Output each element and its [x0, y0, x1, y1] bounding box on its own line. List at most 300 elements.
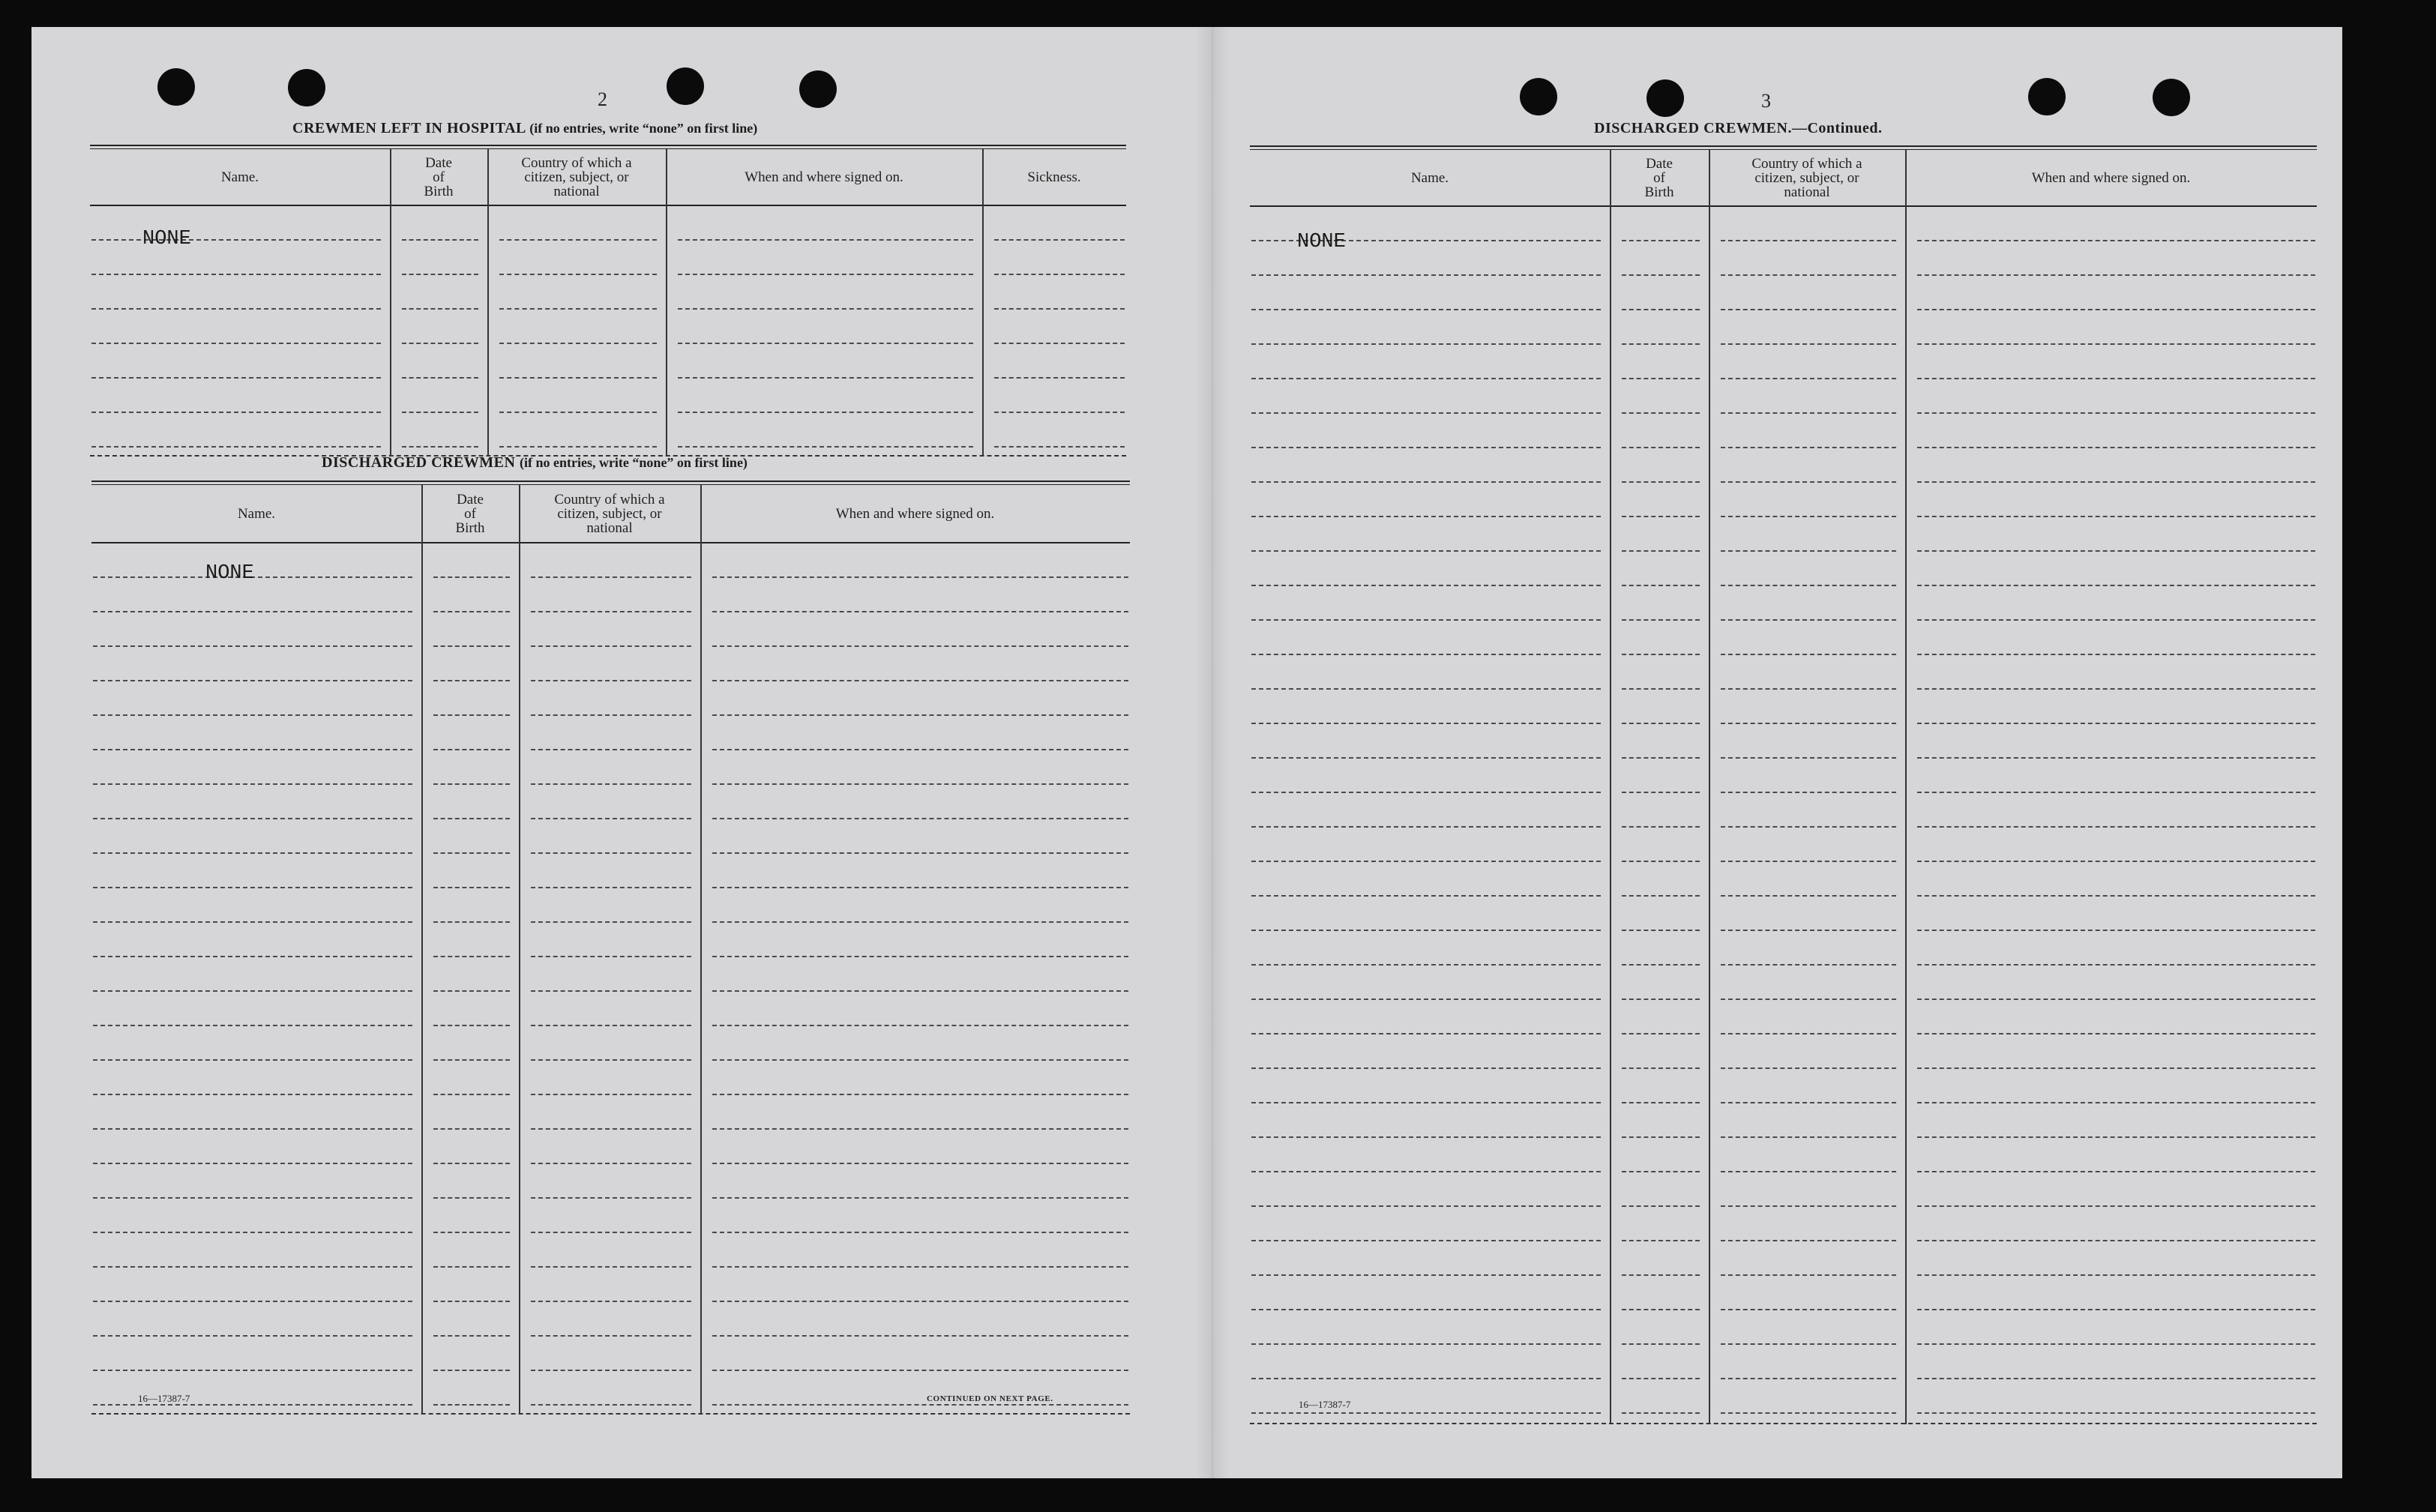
column-rule: [982, 149, 984, 457]
header-rule: [91, 542, 1130, 543]
entry-line: [1917, 1274, 2315, 1276]
entry-line: [1721, 964, 1896, 966]
entry-line: [712, 645, 1128, 647]
entry-line: [1251, 1274, 1601, 1276]
form-code-left: 16—17387-7: [138, 1393, 190, 1404]
entry-line: [1251, 861, 1601, 862]
entry-line: [678, 446, 973, 448]
entry-line: [93, 783, 412, 785]
entry-line: [1721, 688, 1896, 690]
entry-line: [531, 749, 691, 750]
column-header: Country of which a citizen, subject, or national: [554, 491, 665, 536]
entry-line: [1622, 516, 1700, 517]
entry-line: [93, 1370, 412, 1371]
entry-line: [402, 446, 478, 448]
entry-line: [91, 446, 381, 448]
column-header: Date of Birth: [455, 491, 485, 536]
entry-line: [994, 343, 1125, 344]
entry-line: [1251, 516, 1601, 517]
column-header: Date of Birth: [424, 154, 454, 199]
table-bottom-rule: [91, 1413, 1130, 1415]
entry-line: [531, 1335, 691, 1337]
column-header: Date of Birth: [1644, 155, 1674, 200]
entry-line: [402, 377, 478, 379]
entry-line: [433, 1163, 510, 1164]
entry-line: [531, 1163, 691, 1164]
entry-line: [1251, 999, 1601, 1000]
entry-line: [433, 1232, 510, 1233]
entry-line: [1917, 654, 2315, 655]
entry-line: [1721, 309, 1896, 310]
entry-line: [712, 818, 1128, 819]
column-header: When and where signed on.: [2031, 169, 2191, 186]
entry-line: [1251, 1412, 1601, 1414]
entry-line: [712, 1404, 1128, 1406]
entry-line: [93, 1232, 412, 1233]
entry-line: [994, 239, 1125, 241]
page-number-right: 3: [1761, 90, 1771, 112]
entry-line: [1251, 378, 1601, 379]
entry-line: [1721, 1067, 1896, 1069]
entry-line: [994, 412, 1125, 413]
entry-line: [1721, 723, 1896, 724]
entry-line: [93, 1266, 412, 1268]
entry-line: [1917, 378, 2315, 379]
entry-line: [1622, 1412, 1700, 1414]
entry-line: [433, 1370, 510, 1371]
entry-line: [402, 412, 478, 413]
entry-line: [433, 1094, 510, 1095]
entry-line: [712, 611, 1128, 612]
column-header: Name.: [237, 505, 276, 522]
entry-line: [433, 680, 510, 681]
entry-line: [1721, 1309, 1896, 1310]
entry-line: [1251, 964, 1601, 966]
entry-line: [1622, 930, 1700, 931]
column-rule: [1709, 150, 1710, 1424]
entry-line: [1721, 412, 1896, 414]
entry-line: [1917, 826, 2315, 828]
entry-line: [531, 921, 691, 923]
entry-line: [1622, 1378, 1700, 1379]
entry-line: [433, 1197, 510, 1199]
entry-line: [91, 343, 381, 344]
page-number-left: 2: [598, 88, 607, 110]
entry-line: [93, 852, 412, 854]
entry-line: [1622, 447, 1700, 448]
entry-line: [1622, 688, 1700, 690]
entry-line: [1721, 1240, 1896, 1241]
entry-line: [1917, 1309, 2315, 1310]
entry-line: [1251, 930, 1601, 931]
entry-line: [1917, 447, 2315, 448]
entry-line: [712, 1094, 1128, 1095]
entry-line: [1622, 274, 1700, 276]
column-rule: [421, 485, 423, 1415]
entry-line: [93, 1128, 412, 1130]
entry-line: [402, 239, 478, 241]
punch-hole: [1646, 79, 1684, 117]
entry-line: [1622, 861, 1700, 862]
entry-line: [499, 274, 657, 275]
entry-line: [1622, 1033, 1700, 1034]
entry-line: [531, 852, 691, 854]
entry-line: [433, 990, 510, 992]
entry-line: [433, 714, 510, 716]
entry-line: [678, 308, 973, 310]
entry-line: [433, 611, 510, 612]
entry-line: [712, 921, 1128, 923]
discharged-title: DISCHARGED CREWMEN: [322, 454, 516, 471]
entry-line: [531, 645, 691, 647]
column-rule: [519, 485, 520, 1415]
column-header: When and where signed on.: [835, 505, 995, 522]
entry-line: [93, 714, 412, 716]
column-header: When and where signed on.: [745, 169, 903, 185]
manifest-sheet: [31, 27, 2342, 1478]
entry-line: [531, 1232, 691, 1233]
column-rule: [390, 149, 391, 457]
entry-line: [1251, 1378, 1601, 1379]
column-rule: [666, 149, 667, 457]
entry-line: [712, 1266, 1128, 1268]
entry-line: [1917, 930, 2315, 931]
entry-line: [93, 680, 412, 681]
entry-line: [1917, 585, 2315, 586]
entry-line: [1622, 619, 1700, 621]
entry-line: [994, 308, 1125, 310]
entry-line: [433, 1335, 510, 1337]
entry-line: [499, 412, 657, 413]
entry-line: [1917, 1412, 2315, 1414]
entry-line: [1721, 1205, 1896, 1207]
entry-line: [1622, 1205, 1700, 1207]
entry-line: [1721, 1102, 1896, 1103]
entry-line: [402, 308, 478, 310]
punch-hole: [2028, 78, 2066, 115]
entry-line: [93, 956, 412, 957]
entry-line: [93, 1301, 412, 1302]
entry-line: [1251, 1205, 1601, 1207]
entry-line: [1622, 343, 1700, 345]
entry-line: [1622, 792, 1700, 793]
entry-line: [1251, 1067, 1601, 1069]
entry-line: [1622, 412, 1700, 414]
punch-hole: [1520, 78, 1557, 115]
entry-line: [1917, 861, 2315, 862]
entry-line: [433, 921, 510, 923]
punch-hole: [2153, 79, 2190, 116]
entry-line: [994, 377, 1125, 379]
entry-line: [1917, 1067, 2315, 1069]
continued-note: CONTINUED ON NEXT PAGE.: [927, 1394, 1053, 1403]
header-rule: [1250, 205, 2317, 207]
entry-line: [93, 645, 412, 647]
entry-line: [1622, 1240, 1700, 1241]
entry-line: [1721, 930, 1896, 931]
entry-line: [712, 576, 1128, 578]
entry-line: [93, 1335, 412, 1337]
entry-line: [1622, 1067, 1700, 1069]
entry-line: [1721, 1343, 1896, 1345]
entry-line: [1622, 585, 1700, 586]
entry-line: [531, 1404, 691, 1406]
entry-line: [433, 1025, 510, 1026]
entry-line: [1917, 757, 2315, 759]
entry-line: [1917, 999, 2315, 1000]
entry-line: [1721, 1378, 1896, 1379]
entry-line: [1917, 1033, 2315, 1034]
entry-line: [712, 783, 1128, 785]
entry-line: [93, 921, 412, 923]
entry-line: [712, 887, 1128, 888]
entry-line: [1622, 964, 1700, 966]
column-header: Sickness.: [1027, 169, 1081, 185]
discharged-first-entry: NONE: [205, 562, 254, 585]
entry-line: [712, 1197, 1128, 1199]
discharged-section-title: [322, 454, 748, 472]
entry-line: [499, 377, 657, 379]
column-rule: [1905, 150, 1907, 1424]
entry-line: [499, 308, 657, 310]
entry-line: [1917, 792, 2315, 793]
entry-line: [712, 1301, 1128, 1302]
entry-line: [994, 446, 1125, 448]
entry-line: [1251, 1171, 1601, 1172]
entry-line: [1251, 1309, 1601, 1310]
entry-line: [1251, 1343, 1601, 1345]
entry-line: [433, 1404, 510, 1406]
entry-line: [433, 1059, 510, 1061]
entry-line: [531, 783, 691, 785]
entry-line: [433, 1128, 510, 1130]
discharged-title-note: (if no entries, write “none” on first line): [519, 455, 748, 470]
entry-line: [531, 680, 691, 681]
entry-line: [1251, 309, 1601, 310]
entry-line: [1721, 585, 1896, 586]
entry-line: [712, 956, 1128, 957]
entry-line: [712, 1370, 1128, 1371]
entry-line: [1622, 550, 1700, 552]
entry-line: [531, 611, 691, 612]
entry-line: [1622, 309, 1700, 310]
page-fold: [1195, 27, 1230, 1478]
entry-line: [1251, 723, 1601, 724]
entry-line: [678, 343, 973, 344]
entry-line: [1251, 343, 1601, 345]
punch-hole: [288, 69, 325, 106]
entry-line: [1721, 1412, 1896, 1414]
entry-line: [1251, 1102, 1601, 1103]
punch-hole: [157, 68, 195, 106]
entry-line: [712, 749, 1128, 750]
entry-line: [1721, 550, 1896, 552]
punch-hole: [667, 67, 704, 105]
entry-line: [433, 645, 510, 647]
hospital-table: [90, 145, 1126, 460]
entry-line: [433, 818, 510, 819]
entry-line: [433, 887, 510, 888]
entry-line: [1917, 619, 2315, 621]
entry-line: [1622, 654, 1700, 655]
entry-line: [1622, 1343, 1700, 1345]
entry-line: [678, 377, 973, 379]
entry-line: [1917, 481, 2315, 483]
entry-line: [93, 749, 412, 750]
entry-line: [678, 239, 973, 241]
entry-line: [531, 887, 691, 888]
entry-line: [712, 1128, 1128, 1130]
entry-line: [1917, 1171, 2315, 1172]
column-rule: [487, 149, 489, 457]
hospital-first-entry: NONE: [142, 228, 191, 250]
entry-line: [1251, 447, 1601, 448]
entry-line: [1251, 585, 1601, 586]
entry-line: [1251, 274, 1601, 276]
entry-line: [1917, 1240, 2315, 1241]
entry-line: [1251, 550, 1601, 552]
entry-line: [1622, 757, 1700, 759]
entry-line: [1917, 550, 2315, 552]
entry-line: [1251, 792, 1601, 793]
entry-line: [531, 1197, 691, 1199]
entry-line: [1251, 895, 1601, 897]
entry-line: [93, 818, 412, 819]
entry-line: [93, 990, 412, 992]
entry-line: [1917, 309, 2315, 310]
entry-line: [531, 1266, 691, 1268]
entry-line: [91, 239, 381, 241]
entry-line: [1917, 1343, 2315, 1345]
entry-line: [499, 343, 657, 344]
entry-line: [678, 274, 973, 275]
entry-line: [1721, 999, 1896, 1000]
entry-line: [1622, 723, 1700, 724]
entry-line: [994, 274, 1125, 275]
entry-line: [1721, 343, 1896, 345]
entry-line: [1917, 723, 2315, 724]
entry-line: [1721, 895, 1896, 897]
entry-line: [1622, 1136, 1700, 1138]
entry-line: [1917, 1136, 2315, 1138]
entry-line: [1622, 1309, 1700, 1310]
entry-line: [1251, 1240, 1601, 1241]
column-rule: [1610, 150, 1611, 1424]
entry-line: [433, 576, 510, 578]
entry-line: [402, 343, 478, 344]
entry-line: [1917, 964, 2315, 966]
entry-line: [402, 274, 478, 275]
entry-line: [531, 1094, 691, 1095]
entry-line: [91, 274, 381, 275]
entry-line: [1721, 1033, 1896, 1034]
entry-line: [499, 446, 657, 448]
entry-line: [712, 714, 1128, 716]
entry-line: [1721, 861, 1896, 862]
entry-line: [1622, 826, 1700, 828]
entry-line: [1622, 1171, 1700, 1172]
entry-line: [91, 308, 381, 310]
entry-line: [1721, 240, 1896, 241]
entry-line: [1251, 619, 1601, 621]
entry-line: [93, 1094, 412, 1095]
entry-line: [433, 956, 510, 957]
entry-line: [93, 611, 412, 612]
entry-line: [531, 1301, 691, 1302]
column-rule: [700, 485, 702, 1415]
entry-line: [1917, 412, 2315, 414]
entry-line: [93, 887, 412, 888]
entry-line: [93, 1163, 412, 1164]
discharged-table: [91, 481, 1130, 1418]
entry-line: [678, 412, 973, 413]
form-code-right: 16—17387-7: [1299, 1399, 1351, 1410]
entry-line: [531, 818, 691, 819]
entry-line: [91, 412, 381, 413]
entry-line: [1721, 378, 1896, 379]
entry-line: [1917, 688, 2315, 690]
entry-line: [1622, 481, 1700, 483]
entry-line: [1251, 826, 1601, 828]
entry-line: [1251, 1033, 1601, 1034]
entry-line: [531, 1059, 691, 1061]
entry-line: [433, 783, 510, 785]
entry-line: [531, 714, 691, 716]
entry-line: [1721, 826, 1896, 828]
entry-line: [712, 852, 1128, 854]
entry-line: [531, 1025, 691, 1026]
punch-hole: [799, 70, 837, 108]
entry-line: [1721, 447, 1896, 448]
entry-line: [1721, 274, 1896, 276]
entry-line: [1917, 895, 2315, 897]
entry-line: [712, 1232, 1128, 1233]
entry-line: [1721, 1171, 1896, 1172]
entry-line: [1917, 343, 2315, 345]
entry-line: [1917, 1102, 2315, 1103]
entry-line: [1251, 688, 1601, 690]
hospital-title-note: (if no entries, write “none” on first line): [529, 121, 758, 136]
entry-line: [531, 576, 691, 578]
entry-line: [712, 1335, 1128, 1337]
entry-line: [433, 1301, 510, 1302]
table-bottom-rule: [1250, 1423, 2317, 1424]
entry-line: [712, 1025, 1128, 1026]
entry-line: [93, 1197, 412, 1199]
entry-line: [712, 680, 1128, 681]
entry-line: [433, 749, 510, 750]
entry-line: [1917, 516, 2315, 517]
entry-line: [1721, 516, 1896, 517]
entry-line: [1721, 1136, 1896, 1138]
entry-line: [1721, 619, 1896, 621]
entry-line: [531, 1370, 691, 1371]
entry-line: [1917, 1378, 2315, 1379]
continued-section-title: DISCHARGED CREWMEN.—Continued.: [1594, 120, 1883, 136]
entry-line: [1917, 274, 2315, 276]
entry-line: [712, 990, 1128, 992]
entry-line: [1622, 895, 1700, 897]
entry-line: [93, 1059, 412, 1061]
entry-line: [1721, 1274, 1896, 1276]
entry-line: [1622, 1102, 1700, 1103]
entry-line: [1622, 1274, 1700, 1276]
entry-line: [1721, 481, 1896, 483]
entry-line: [712, 1163, 1128, 1164]
entry-line: [1251, 654, 1601, 655]
entry-line: [1917, 240, 2315, 241]
entry-line: [531, 956, 691, 957]
